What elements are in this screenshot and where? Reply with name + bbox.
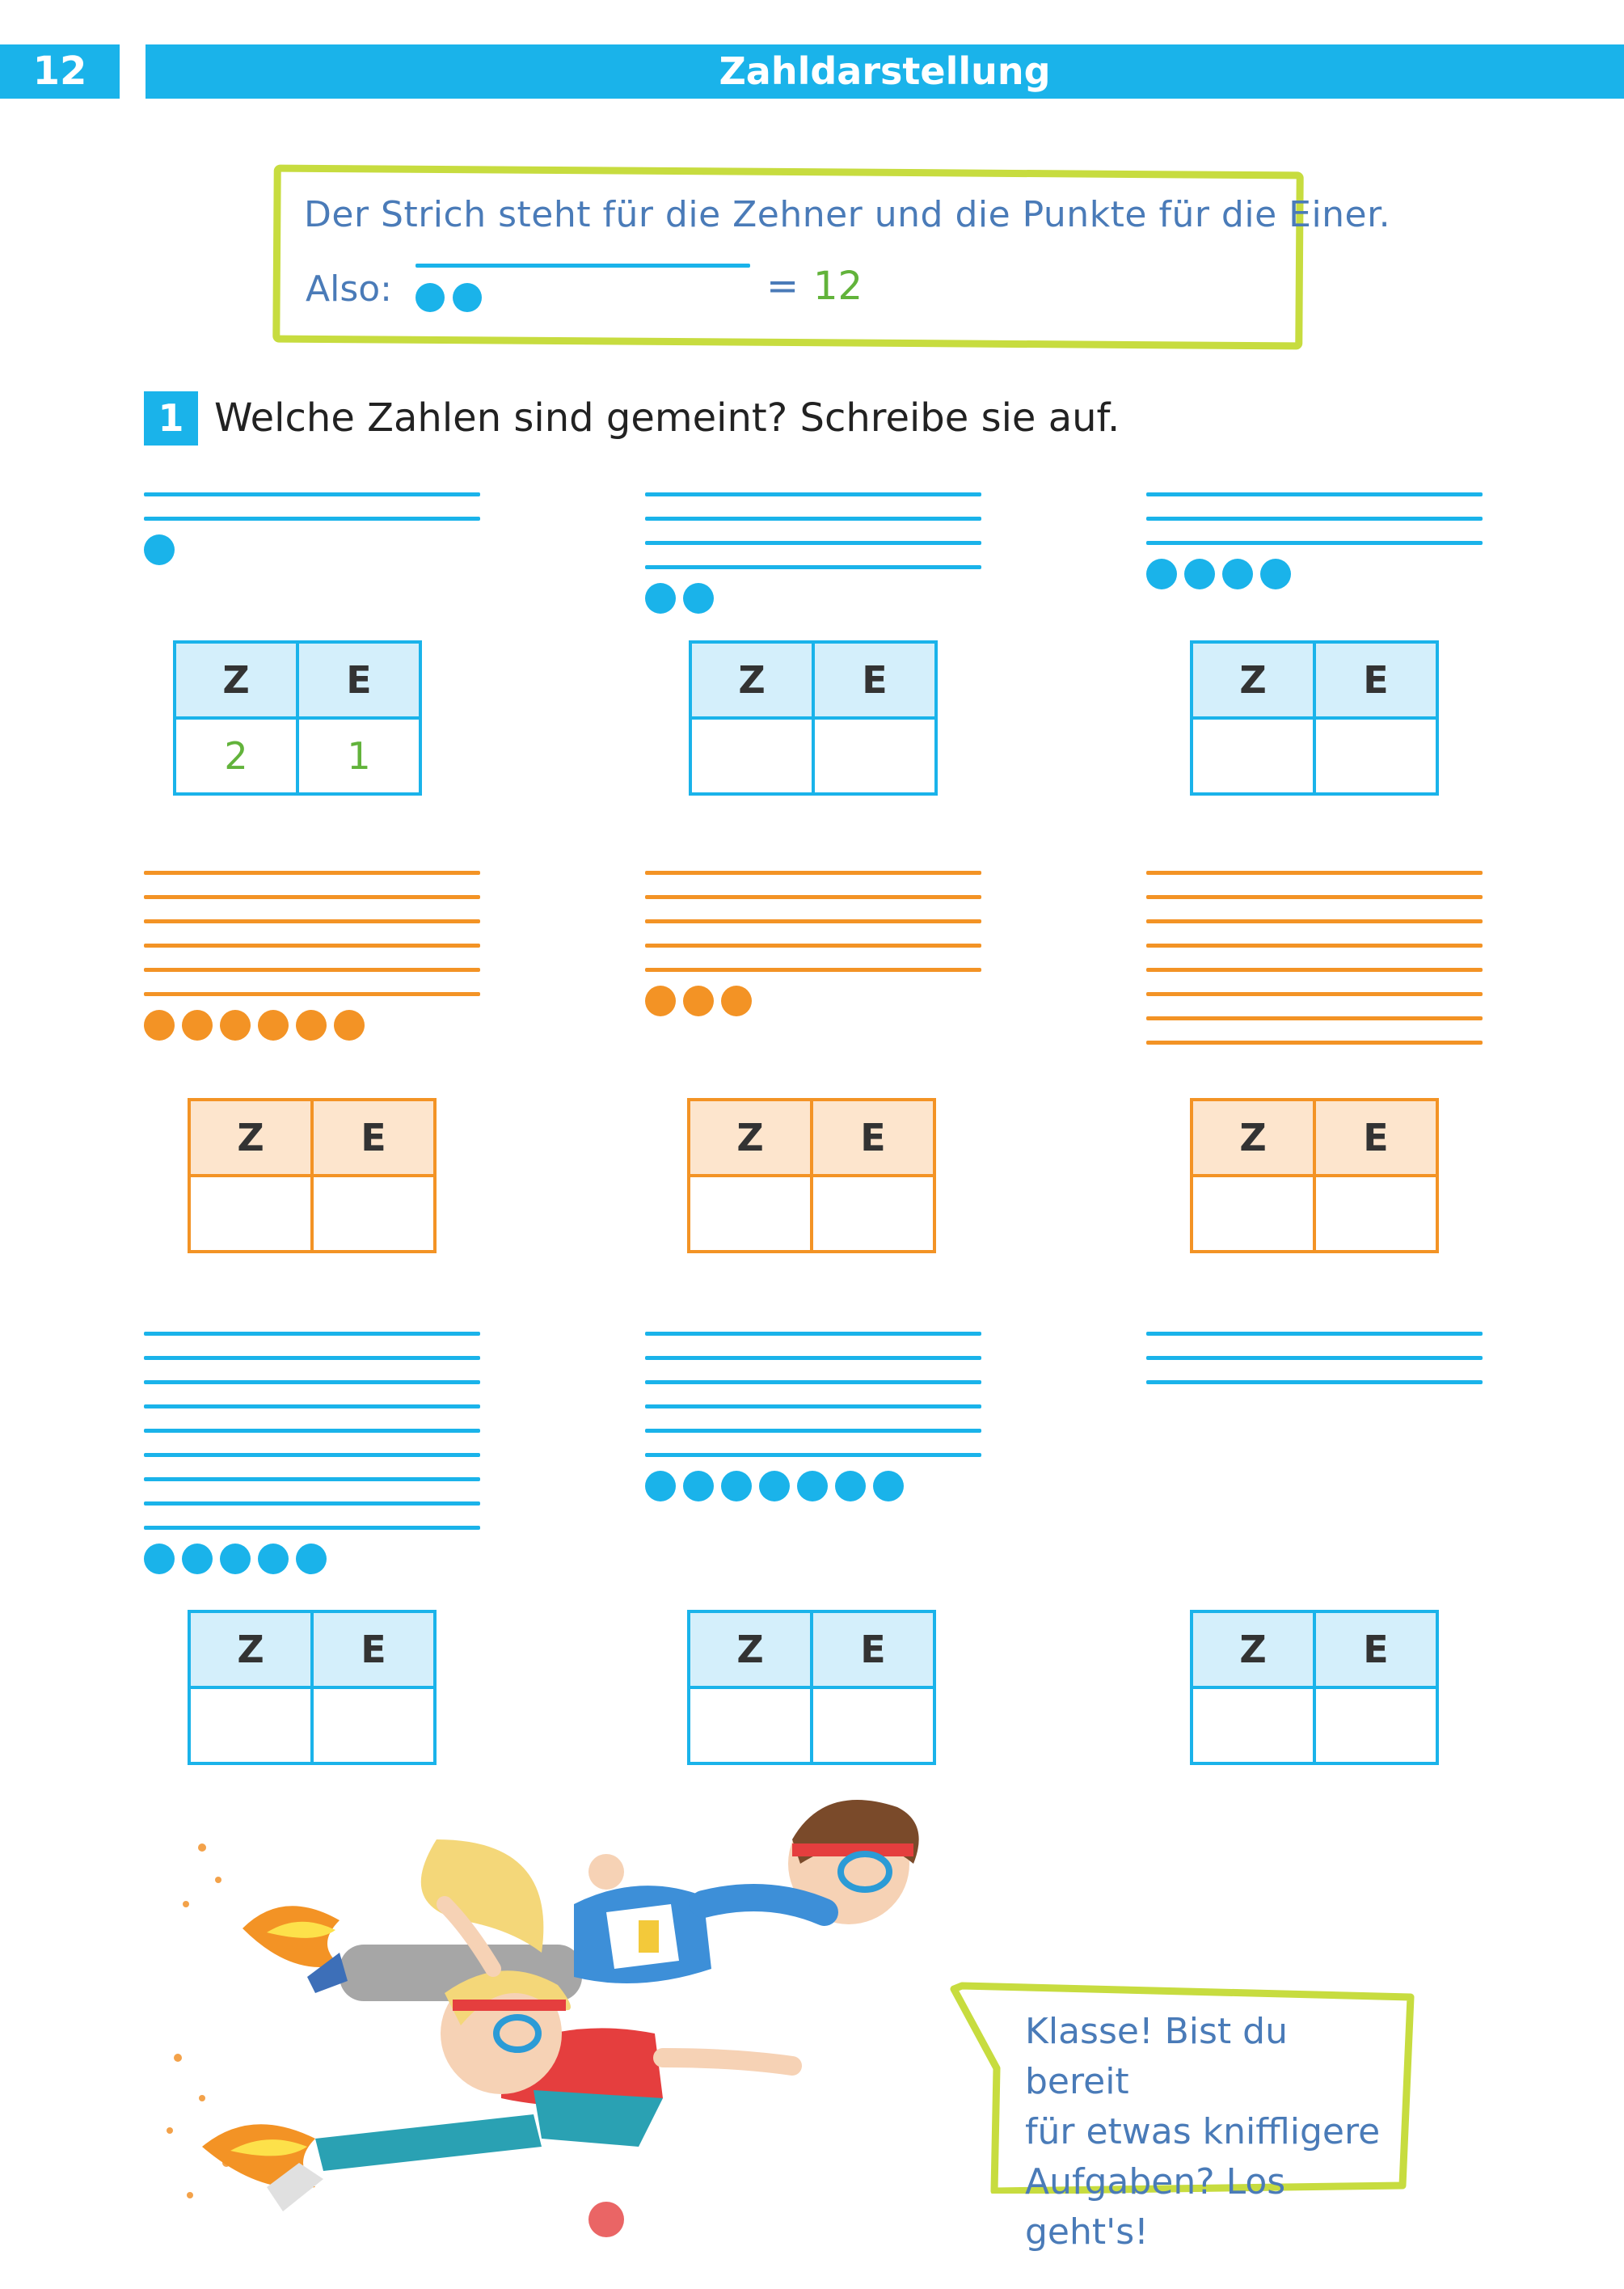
ten-stroke: [144, 1429, 480, 1433]
ten-stroke: [645, 517, 981, 521]
ten-stroke: [1146, 492, 1483, 496]
tens-header: Z: [689, 1611, 812, 1687]
speech-line: Klasse! Bist du bereit: [1025, 2011, 1288, 2102]
one-dot: [1222, 559, 1253, 589]
one-dot: [873, 1471, 904, 1501]
ten-stroke: [144, 1453, 480, 1457]
ones-header: E: [812, 1100, 934, 1176]
info-box: [272, 165, 1304, 350]
ten-stroke: [1146, 871, 1483, 875]
tens-answer-cell[interactable]: [689, 1176, 812, 1252]
equals-sign: =: [766, 264, 799, 309]
ones-answer-cell[interactable]: [812, 1687, 934, 1763]
ten-stroke: [645, 541, 981, 545]
ten-stroke: [645, 968, 981, 972]
ten-stroke: [645, 565, 981, 569]
ones-answer-cell[interactable]: [813, 718, 936, 794]
ten-stroke: [144, 492, 480, 496]
ten-stroke: [1146, 541, 1483, 545]
also-label: Also:: [306, 268, 392, 310]
tens-header: Z: [189, 1611, 312, 1687]
ten-stroke: [144, 919, 480, 923]
ten-stroke: [645, 871, 981, 875]
one-dot: [296, 1544, 327, 1574]
one-dot: [683, 583, 714, 614]
ten-stroke: [645, 895, 981, 899]
one-dot: [645, 1471, 676, 1501]
tens-answer-cell[interactable]: [189, 1687, 312, 1763]
place-value-table: [188, 1610, 437, 1765]
ten-stroke: [144, 1477, 480, 1481]
one-dot: [1260, 559, 1291, 589]
tens-header: Z: [1192, 1611, 1314, 1687]
ten-stroke: [144, 1356, 480, 1360]
one-dot: [334, 1010, 365, 1041]
tens-header: Z: [1192, 642, 1314, 718]
ten-stroke: [645, 1380, 981, 1384]
ten-stroke: [1146, 517, 1483, 521]
tens-header: Z: [189, 1100, 312, 1176]
ten-stroke: [1146, 1332, 1483, 1336]
ones-answer-cell[interactable]: [312, 1176, 435, 1252]
example-dot: [415, 283, 445, 312]
one-dot: [258, 1544, 289, 1574]
tens-answer-cell[interactable]: [189, 1176, 312, 1252]
ten-stroke: [1146, 968, 1483, 972]
page-number: 12: [0, 44, 120, 99]
ones-header: E: [1314, 1611, 1437, 1687]
ones-header: E: [312, 1100, 435, 1176]
place-value-table: [1190, 640, 1439, 796]
ones-header: E: [1314, 642, 1437, 718]
ten-stroke: [645, 1332, 981, 1336]
ones-answer-cell[interactable]: [312, 1687, 435, 1763]
speech-line: Aufgaben? Los geht's!: [1025, 2161, 1286, 2253]
ten-stroke: [645, 1356, 981, 1360]
one-dot: [721, 1471, 752, 1501]
ones-header: E: [312, 1611, 435, 1687]
one-dot: [144, 534, 175, 565]
one-dot: [258, 1010, 289, 1041]
one-dot: [645, 986, 676, 1016]
tens-answer-cell[interactable]: [690, 718, 813, 794]
ten-stroke: [1146, 895, 1483, 899]
place-value-table: [173, 640, 422, 796]
speech-text: [1025, 2007, 1397, 2257]
one-dot: [144, 1544, 175, 1574]
tens-answer-cell[interactable]: [1192, 1687, 1314, 1763]
ones-answer-cell[interactable]: [1314, 1687, 1437, 1763]
page-title: Zahldarstellung: [146, 44, 1624, 99]
one-dot: [645, 583, 676, 614]
ones-answer-cell[interactable]: [1314, 1176, 1437, 1252]
ten-stroke: [645, 944, 981, 948]
tens-header: Z: [175, 642, 297, 718]
ten-stroke: [144, 1526, 480, 1530]
ten-stroke: [144, 992, 480, 996]
tens-answer-cell[interactable]: [689, 1687, 812, 1763]
example-dot: [453, 283, 482, 312]
ones-answer-cell[interactable]: [1314, 718, 1437, 794]
ten-stroke: [144, 517, 480, 521]
example-ten-stroke: [415, 264, 750, 268]
ten-stroke: [1146, 992, 1483, 996]
ten-stroke: [1146, 919, 1483, 923]
tens-header: Z: [689, 1100, 812, 1176]
tens-header: Z: [690, 642, 813, 718]
tens-header: Z: [1192, 1100, 1314, 1176]
place-value-table: [687, 1610, 936, 1765]
one-dot: [1184, 559, 1215, 589]
one-dot: [182, 1010, 213, 1041]
ten-stroke: [144, 1501, 480, 1506]
one-dot: [683, 986, 714, 1016]
ten-stroke: [144, 1404, 480, 1408]
flying-heroes-illustration: [154, 1791, 970, 2276]
ten-stroke: [144, 968, 480, 972]
place-value-table: [687, 1098, 936, 1253]
one-dot: [721, 986, 752, 1016]
ones-header: E: [812, 1611, 934, 1687]
ten-stroke: [645, 1429, 981, 1433]
ones-header: E: [813, 642, 936, 718]
tens-answer-cell[interactable]: [1192, 1176, 1314, 1252]
task-instruction: Welche Zahlen sind gemeint? Schreibe sie auf.: [214, 395, 1120, 441]
one-dot: [182, 1544, 213, 1574]
tens-answer-cell[interactable]: [1192, 718, 1314, 794]
ten-stroke: [144, 944, 480, 948]
ones-answer-cell[interactable]: [812, 1176, 934, 1252]
ones-answer-cell[interactable]: 1: [297, 718, 420, 794]
speech-line: für etwas kniffligere: [1025, 2111, 1381, 2152]
ten-stroke: [1146, 1041, 1483, 1045]
one-dot: [220, 1010, 251, 1041]
place-value-table: [1190, 1610, 1439, 1765]
place-value-table: [1190, 1098, 1439, 1253]
ten-stroke: [144, 871, 480, 875]
one-dot: [683, 1471, 714, 1501]
ten-stroke: [645, 1453, 981, 1457]
place-value-table: [689, 640, 938, 796]
ten-stroke: [1146, 944, 1483, 948]
one-dot: [759, 1471, 790, 1501]
ones-header: E: [297, 642, 420, 718]
ten-stroke: [645, 492, 981, 496]
ten-stroke: [645, 1404, 981, 1408]
example-result: 12: [813, 264, 863, 309]
ten-stroke: [645, 919, 981, 923]
ten-stroke: [1146, 1016, 1483, 1020]
place-value-table: [188, 1098, 437, 1253]
tens-answer-cell[interactable]: 2: [175, 718, 297, 794]
info-text: Der Strich steht für die Zehner und die Punkte für die Einer.: [304, 194, 1391, 235]
ten-stroke: [144, 1332, 480, 1336]
ten-stroke: [1146, 1380, 1483, 1384]
one-dot: [835, 1471, 866, 1501]
ten-stroke: [1146, 1356, 1483, 1360]
one-dot: [144, 1010, 175, 1041]
task-number: 1: [144, 391, 198, 446]
ten-stroke: [144, 895, 480, 899]
one-dot: [797, 1471, 828, 1501]
one-dot: [296, 1010, 327, 1041]
ten-stroke: [144, 1380, 480, 1384]
ones-header: E: [1314, 1100, 1437, 1176]
one-dot: [1146, 559, 1177, 589]
one-dot: [220, 1544, 251, 1574]
